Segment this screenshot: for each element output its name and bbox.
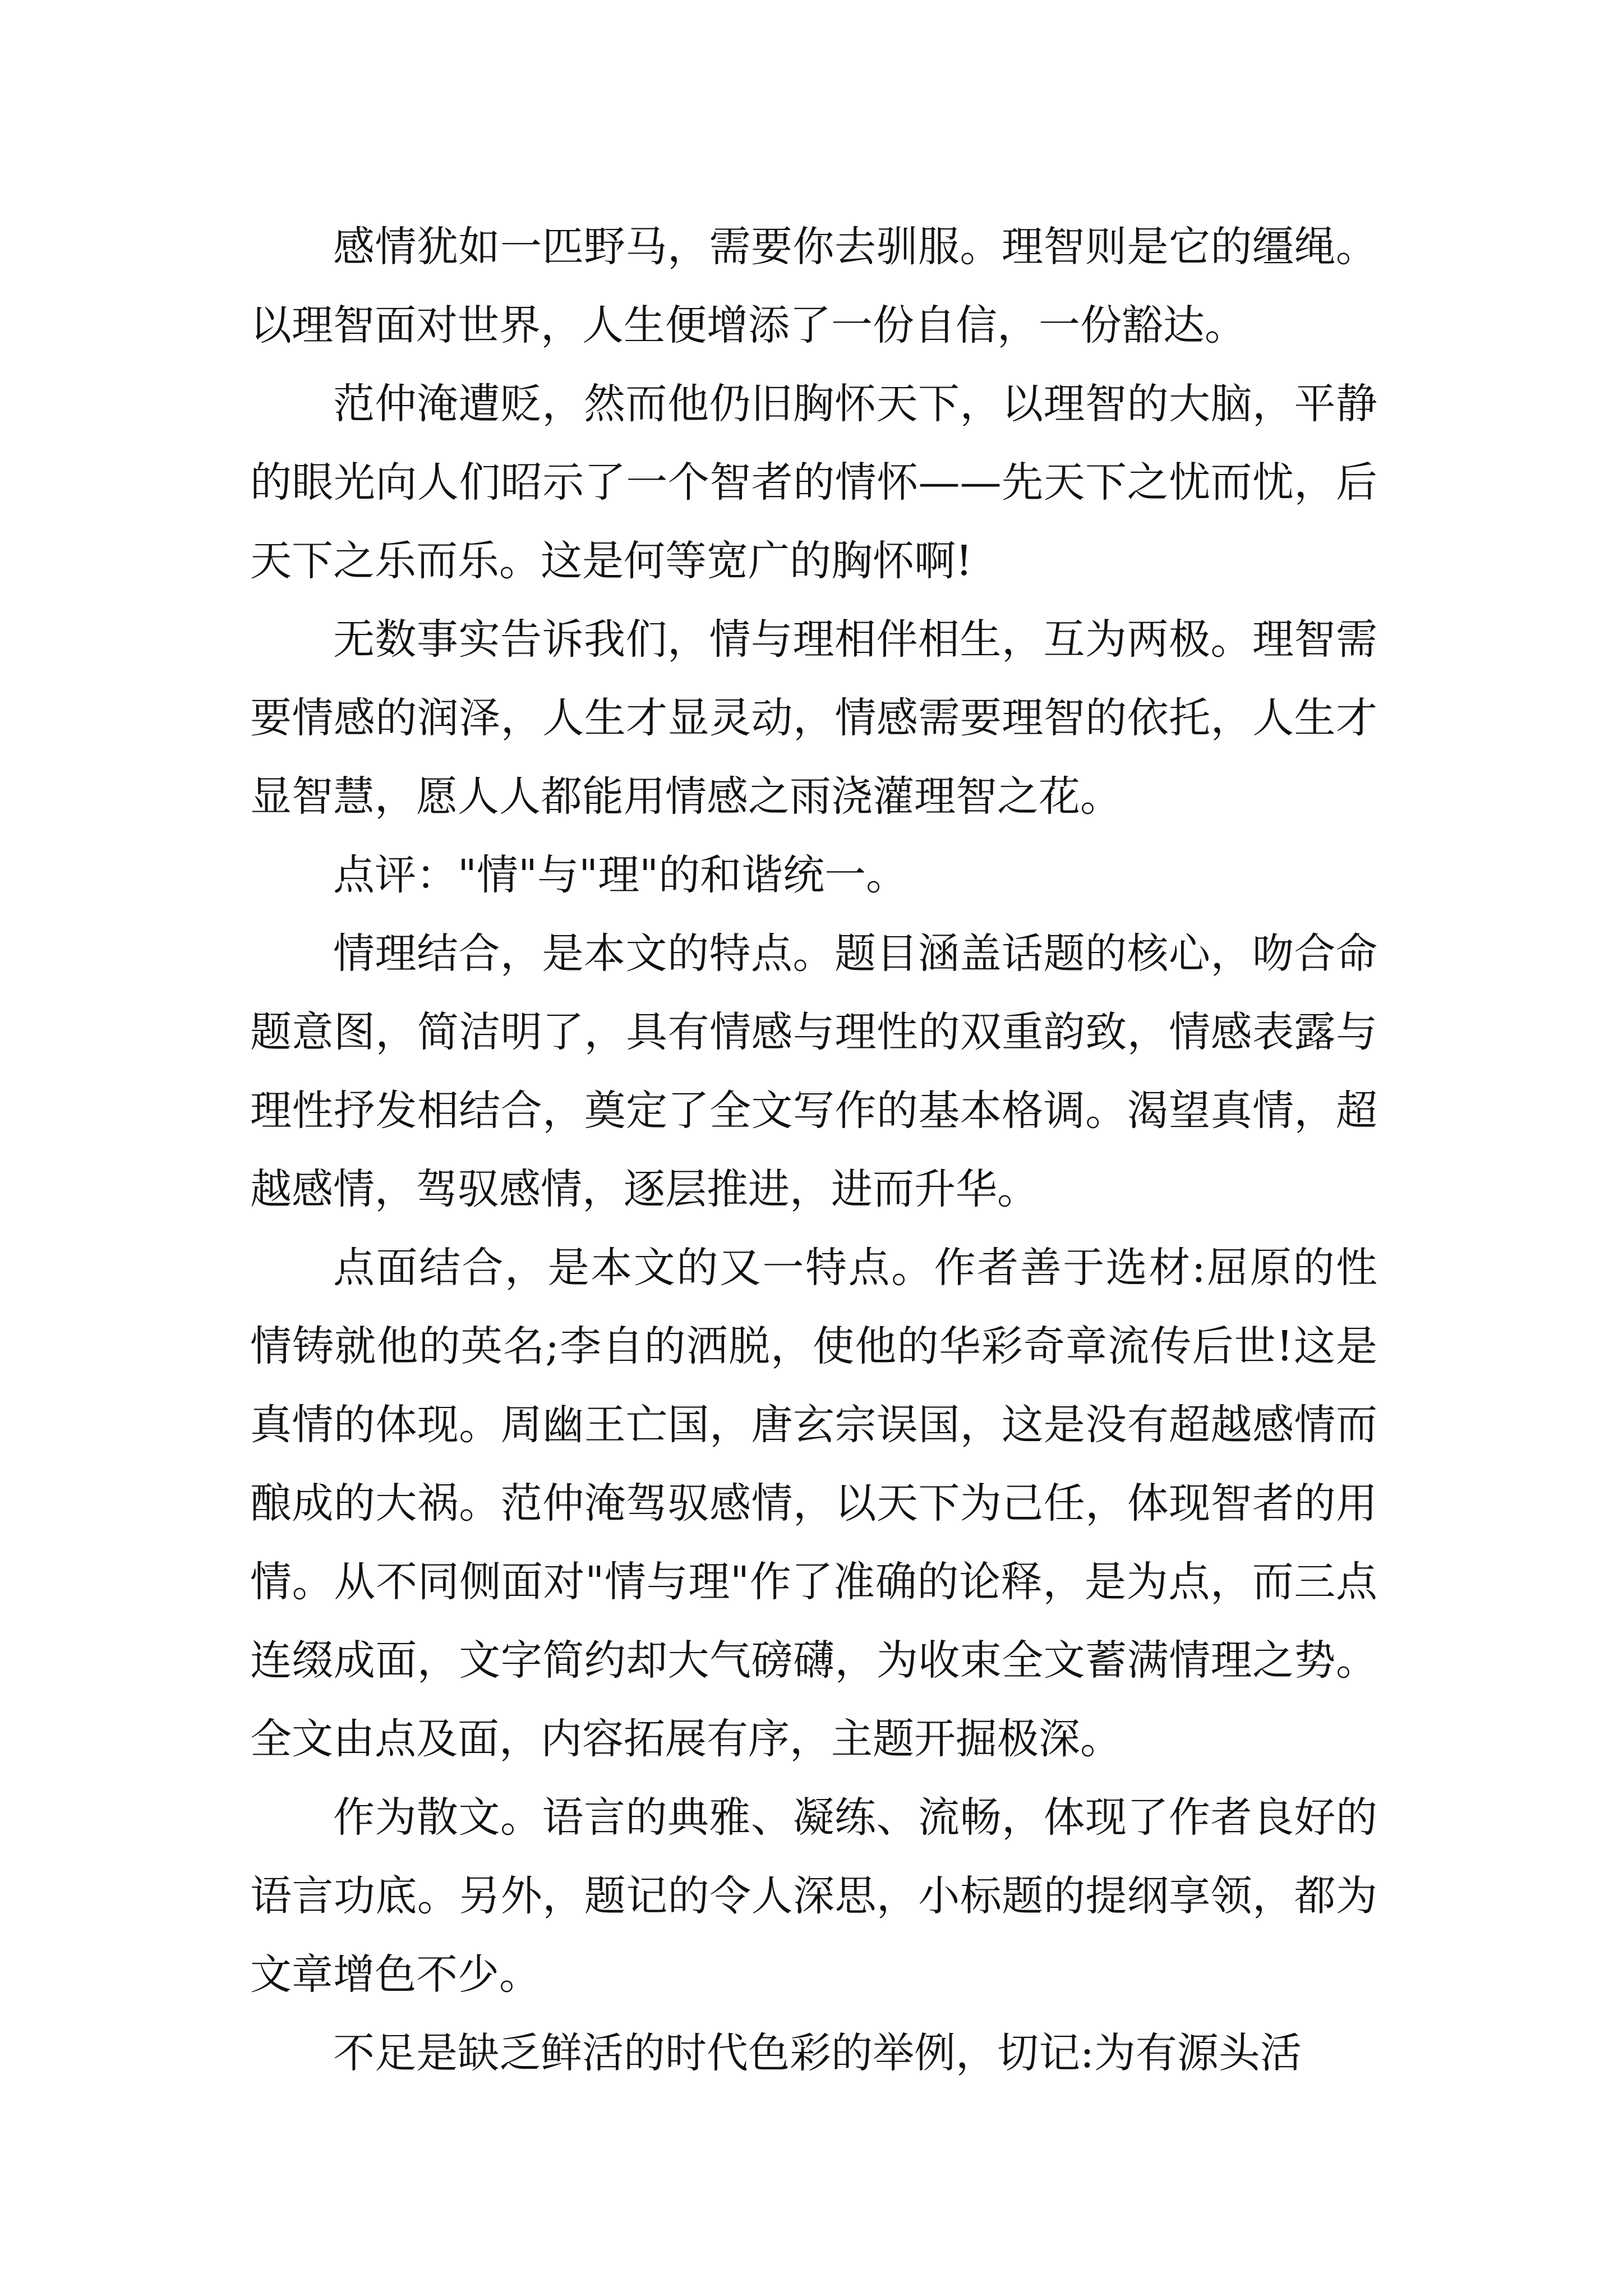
paragraph-3: 无数事实告诉我们，情与理相伴相生，互为两极。理智需要情感的润泽，人生才显灵动，情感需要理智的依托，人生才显智慧，愿人人都能用情感之雨浇灌理智之花。 <box>250 615 1377 821</box>
paragraph-comment-heading: 点评："情"与"理"的和谐统一。 <box>333 851 908 899</box>
paragraph-1: 感情犹如一匹野马，需要你去驯服。理智则是它的缰绳。以理智面对世界，人生便增添了一份自信，一份豁达。 <box>250 223 1377 349</box>
paragraph-7: 作为散文。语言的典雅、凝练、流畅，体现了作者良好的语言功底。另外，题记的令人深思，小标题的提纲享领，都为文章增色不少。 <box>250 1793 1377 1999</box>
paragraph-8: 不足是缺乏鲜活的时代色彩的举例，切记:为有源头活 <box>333 2029 1302 2077</box>
paragraph-2: 范仲淹遭贬，然而他仍旧胸怀天下，以理智的大脑，平静的眼光向人们昭示了一个智者的情怀——先天下之忧而忧，后天下之乐而乐。这是何等宽广的胸怀啊! <box>250 380 1377 585</box>
paragraph-6: 点面结合，是本文的又一特点。作者善于选材:屈原的性情铸就他的英名;李自的洒脱，使他的华彩奇章流传后世!这是真情的体现。周幽王亡国，唐玄宗误国，这是没有超越感情而酿成的大祸。范仲淹驾驭感情，以天下为己任，体现智者的用情。从不同侧面对"情与理"作了准确的论释，是为点，而三点连缀成面，文字简约却大气磅礴，为收束全文蓄满情理之势。全文由点及面，内容拓展有序，主题开掘极深。 <box>250 1244 1377 1763</box>
document-body <box>250 208 1377 2092</box>
paragraph-5: 情理结合，是本文的特点。题目涵盖话题的核心，吻合命题意图，简洁明了，具有情感与理性的双重韵致，情感表露与理性抒发相结合，奠定了全文写作的基本格调。渴望真情，超越感情，驾驭感情，逐层推进，进而升华。 <box>250 930 1377 1213</box>
